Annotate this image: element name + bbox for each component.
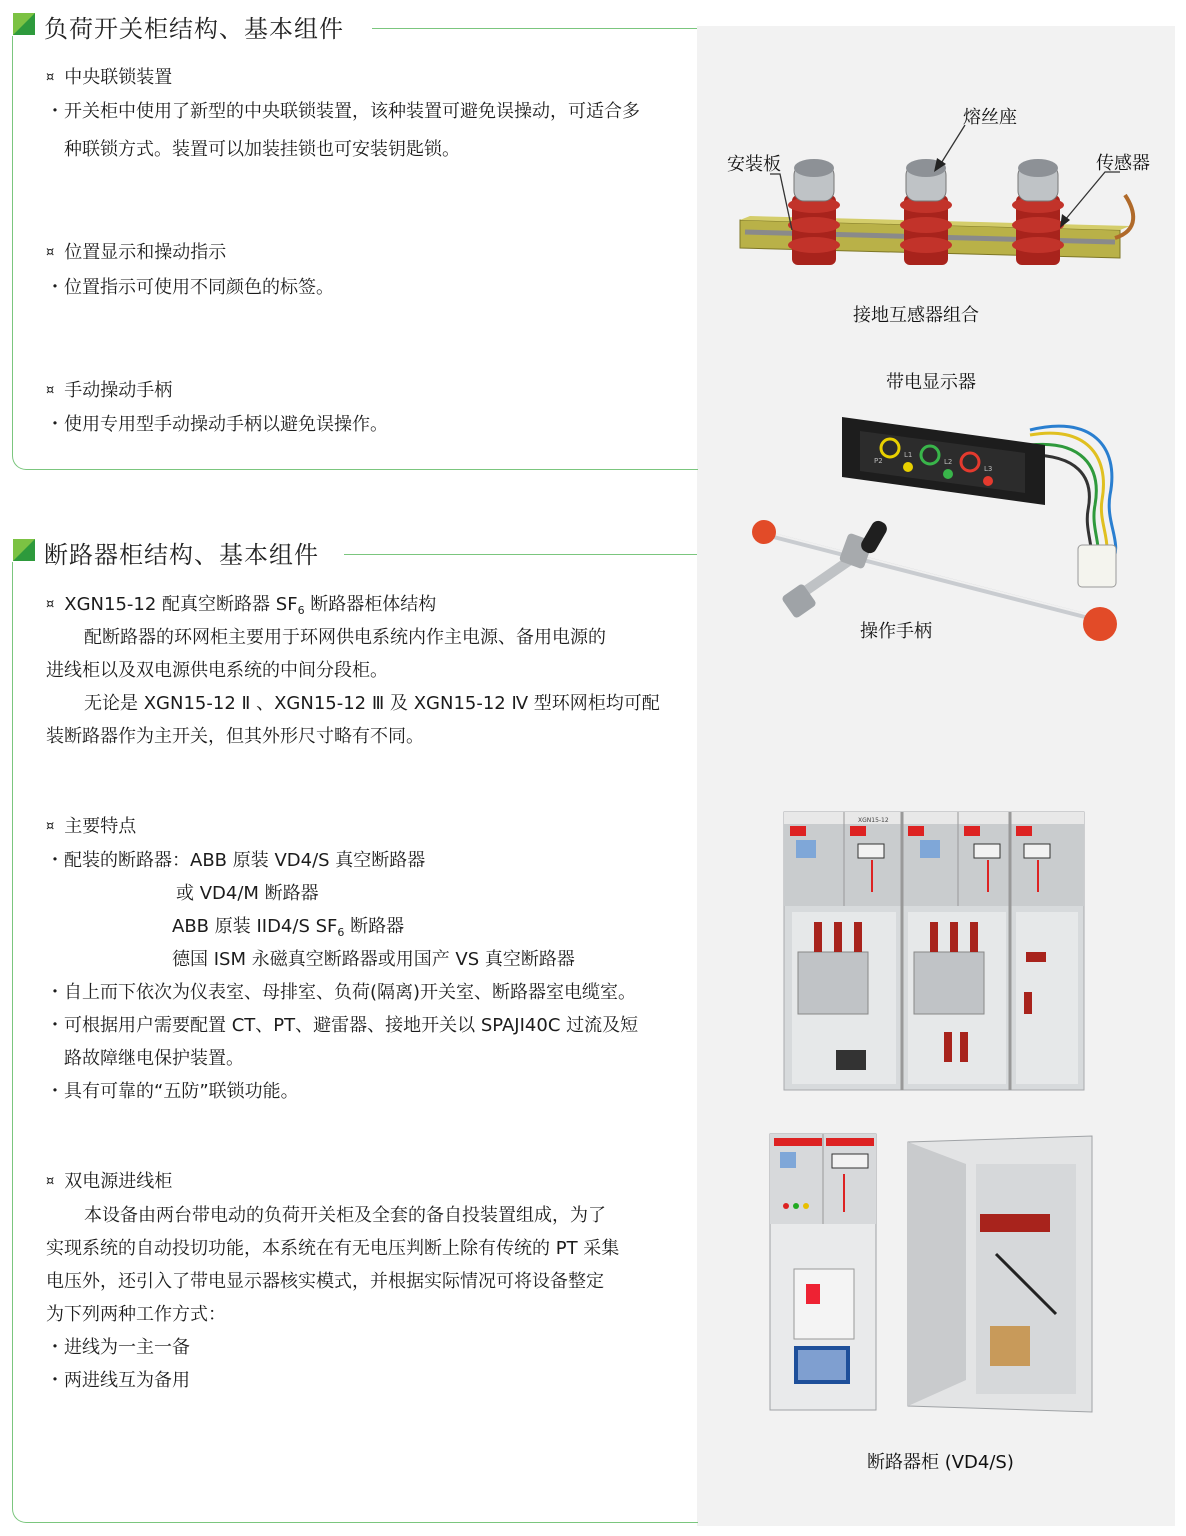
text-line: ・具有可靠的“五防”联锁功能。 — [46, 1081, 299, 1102]
caption-ground-ct: 接地互感器组合 — [853, 305, 979, 326]
text-line: ABB 原装 IID4/S $SF_6$ 断路器 — [172, 916, 405, 939]
bullet-icon: ¤ — [46, 819, 55, 834]
text-line: 德国 ISM 永磁真空断路器或用国产 VS 真空断路器 — [172, 949, 575, 970]
text-line: 配断路器的环网柜主要用于环网供电系统内作主电源、备用电源的 — [84, 627, 606, 648]
text-line: 电压外，还引入了带电显示器核实模式，并根据实际情况可将设备整定 — [46, 1271, 604, 1292]
text-line: ・自上而下依次为仪表室、母排室、负荷(隔离)开关室、断路器室电缆室。 — [46, 982, 637, 1003]
text-line: 实现系统的自动投切功能，本系统在有无电压判断上除有传统的 PT 采集 — [46, 1238, 620, 1259]
label-mount-plate: 安装板 — [727, 154, 781, 175]
section1-title: 负荷开关柜结构、基本组件 — [44, 15, 344, 43]
display-label: L1 — [904, 451, 913, 459]
text-line: 进线柜以及双电源供电系统的中间分段柜。 — [46, 660, 388, 681]
text-line: 本设备由两台带电动的负荷开关柜及全套的备自投装置组成，为了 — [84, 1205, 606, 1226]
text-line: 为下列两种工作方式： — [46, 1304, 226, 1325]
caption-live-display: 带电显示器 — [886, 372, 976, 393]
item-heading: ¤ 位置显示和操动指示 — [46, 242, 227, 263]
ground-ct-assembly-figure — [720, 140, 1160, 300]
text-line: 种联锁方式。装置可以加装挂锁也可安装钥匙锁。 — [64, 139, 460, 160]
insulator-2 — [900, 159, 952, 265]
text-line: ・位置指示可使用不同颜色的标签。 — [46, 277, 334, 298]
caption-operating-handle: 操作手柄 — [860, 621, 932, 642]
bullet-icon: ¤ — [46, 597, 55, 612]
item-heading: ¤ 手动操动手柄 — [46, 380, 173, 401]
section2-rule — [344, 554, 697, 555]
text-line: ・进线为一主一备 — [46, 1337, 190, 1358]
section2-title: 断路器柜结构、基本组件 — [44, 541, 319, 569]
item-heading: ¤ 双电源进线柜 — [46, 1171, 173, 1192]
bullet-icon: ¤ — [46, 70, 55, 85]
text-line: ・使用专用型手动操动手柄以避免误操作。 — [46, 414, 388, 435]
display-label: L2 — [944, 458, 953, 466]
item-heading: ¤ 主要特点 — [46, 816, 137, 837]
insulator-3 — [1012, 159, 1064, 265]
cabinet-row-figure — [784, 812, 1084, 1090]
section-marker-icon — [13, 13, 35, 35]
text-line: ・可根据用户需要配置 CT、PT、避雷器、接地开关以 SPAJI40C 过流及短 — [46, 1015, 639, 1036]
cabinet-label: XGN15-12 — [858, 817, 889, 824]
text-line: 无论是 XGN15-12 Ⅱ 、XGN15-12 Ⅲ 及 XGN15-12 Ⅳ 型环网柜均可配 — [84, 693, 660, 714]
display-label: P2 — [874, 457, 883, 465]
text-line: ・开关柜中使用了新型的中央联锁装置，该种装置可避免误操动，可适合多 — [46, 101, 640, 122]
text-line: ・两进线互为备用 — [46, 1370, 190, 1391]
bullet-icon: ¤ — [46, 245, 55, 260]
section-marker-icon — [13, 539, 35, 561]
insulator-1 — [788, 159, 840, 265]
section1-rule — [372, 28, 697, 29]
breaker-cabinet-figure — [766, 1134, 1102, 1414]
display-label: L3 — [984, 465, 993, 473]
operating-handle-figure — [748, 518, 1128, 648]
text-line: 或 VD4/M 断路器 — [176, 883, 319, 904]
label-sensor: 传感器 — [1096, 153, 1150, 174]
text-line: 路故障继电保护装置。 — [64, 1048, 244, 1069]
caption-breaker-cabinet: 断路器柜 (VD4/S) — [867, 1452, 1014, 1473]
bullet-icon: ¤ — [46, 1174, 55, 1189]
item-heading: ¤ 中央联锁装置 — [46, 67, 173, 88]
item-heading: ¤ XGN15-12 配真空断路器 $SF_6$ 断路器柜体结构 — [46, 594, 437, 617]
leader-line — [1065, 172, 1120, 220]
label-fuse-base: 熔丝座 — [963, 107, 1017, 128]
bullet-icon: ¤ — [46, 383, 55, 398]
text-line: ・配装的断路器：ABB 原装 VD4/S 真空断路器 — [46, 850, 426, 871]
text-line: 装断路器作为主开关，但其外形尺寸略有不同。 — [46, 726, 424, 747]
